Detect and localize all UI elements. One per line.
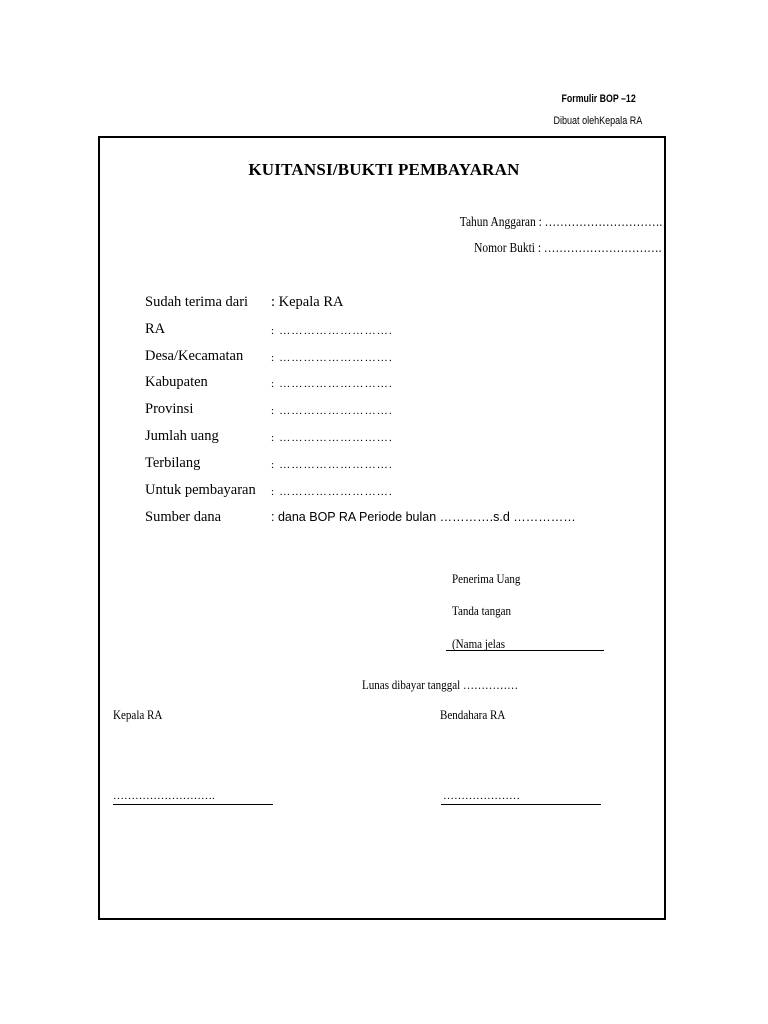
bendahara-signature-line <box>441 804 601 805</box>
nomor-bukti-label: Nomor Bukti : <box>474 240 542 255</box>
nomor-bukti-row <box>475 240 662 256</box>
field-label-terbilang: Terbilang <box>145 455 201 471</box>
bendahara-ra-label: Bendahara RA <box>440 707 506 722</box>
field-value-ra: : ………………………. <box>271 325 393 337</box>
tahun-anggaran-label: Tahun Anggaran : <box>459 214 542 229</box>
nomor-bukti-value: …………………………. <box>544 240 662 255</box>
kepala-ra-label: Kepala RA <box>113 707 163 722</box>
field-value-sudah-terima: : Kepala RA <box>271 294 344 310</box>
field-label-desa: Desa/Kecamatan <box>145 348 244 364</box>
field-label-ra: RA <box>145 321 166 337</box>
field-label-sumber: Sumber dana <box>145 509 222 525</box>
lunas-dibayar-label: Lunas dibayar tanggal …………… <box>362 677 519 692</box>
made-by-note: Dibuat olehKepala RA <box>553 115 642 127</box>
field-label-provinsi: Provinsi <box>145 401 194 417</box>
nama-jelas-line <box>446 650 604 651</box>
field-value-untuk: : ………………………. <box>271 486 393 498</box>
kepala-signature-line <box>113 804 273 805</box>
field-label-jumlah: Jumlah uang <box>145 428 219 444</box>
receipt-title: KUITANSI/BUKTI PEMBAYARAN <box>248 160 520 179</box>
field-label-untuk: Untuk pembayaran <box>145 482 256 498</box>
nama-jelas-label: (Nama jelas <box>452 636 506 651</box>
field-label-sudah-terima: Sudah terima dari <box>145 294 249 310</box>
tahun-anggaran-row <box>459 214 662 230</box>
field-value-sumber: : dana BOP RA Periode bulan ………….s.d …………… <box>271 510 576 524</box>
tahun-anggaran-value: …………………………. <box>544 214 662 229</box>
field-value-kabupaten: : ………………………. <box>271 378 393 390</box>
field-value-provinsi: : ………………………. <box>271 405 393 417</box>
kepala-signature-dots: ………………………. <box>113 790 215 802</box>
field-value-terbilang: : ………………………. <box>271 459 393 471</box>
tanda-tangan-label: Tanda tangan <box>452 603 512 618</box>
form-code: Formulir BOP –12 <box>561 93 636 105</box>
penerima-uang-label: Penerima Uang <box>452 571 521 586</box>
field-label-kabupaten: Kabupaten <box>145 374 208 390</box>
bendahara-signature-dots: ………………… <box>443 790 520 802</box>
field-value-desa: : ………………………. <box>271 352 393 364</box>
field-value-jumlah: : ………………………. <box>271 432 393 444</box>
